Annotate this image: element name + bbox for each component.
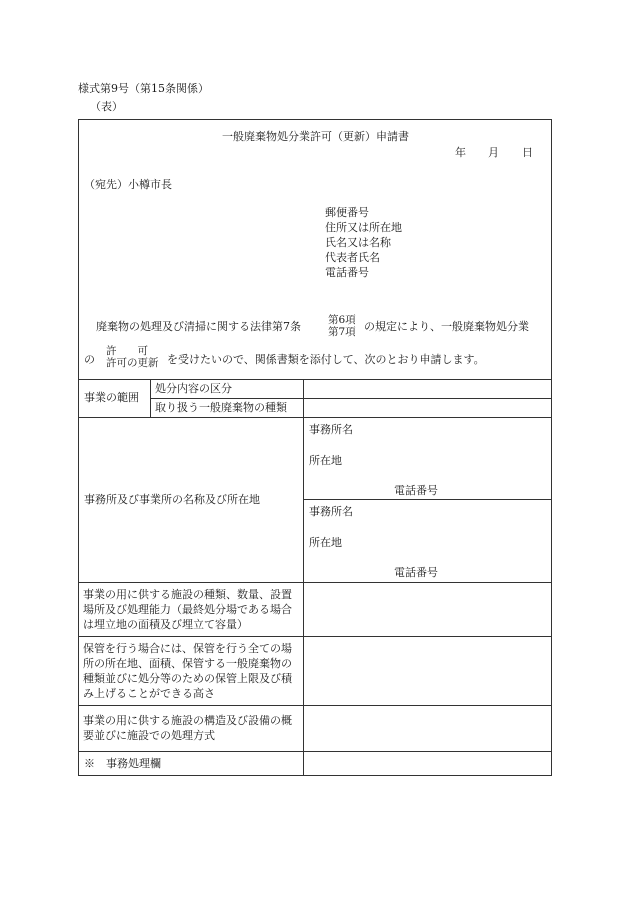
scope-label: 事業の範囲 [84, 391, 139, 404]
office-1-name: 事務所名 [309, 423, 353, 436]
table-rule [78, 636, 552, 637]
statement-line2-prefix: の [84, 353, 95, 366]
form-side: （表） [90, 100, 123, 113]
office-label: 事務所及び事業所の名称及び所在地 [84, 493, 260, 506]
statement-permit-stack [106, 345, 159, 369]
applicant-representative: 代表者氏名 [325, 251, 380, 264]
table-rule [150, 398, 552, 399]
date-year: 年 [455, 146, 466, 159]
office-2-location: 所在地 [309, 536, 342, 549]
facilities-label: 事業の用に供する施設の種類、数量、設置場所及び処理能力（最終処分場である場合は埋立地の面積及び埋立て容量） [83, 588, 292, 631]
applicant-name: 氏名又は名称 [325, 236, 391, 249]
applicant-postal-code: 郵便番号 [325, 206, 369, 219]
form-number: 様式第9号（第15条関係） [78, 82, 209, 95]
table-rule [150, 379, 151, 417]
office-1-location: 所在地 [309, 454, 342, 467]
office-2-phone: 電話番号 [394, 566, 438, 579]
scope-processing-type: 処分内容の区分 [155, 382, 232, 395]
applicant-phone: 電話番号 [325, 266, 369, 279]
office-use-label: ※ 事務処理欄 [84, 757, 161, 770]
statement-clause-a: 第6項 [328, 314, 356, 326]
table-rule [303, 379, 304, 776]
statement-clause-stack [328, 314, 356, 338]
statement-permit-b: 許可の更新 [106, 357, 159, 369]
table-rule [78, 705, 552, 706]
table-rule [78, 751, 552, 752]
table-rule [303, 499, 552, 500]
table-rule [78, 417, 552, 418]
table-rule [78, 582, 552, 583]
statement-suffix: の規定により、一般廃棄物処分業 [364, 320, 529, 333]
applicant-address: 住所又は所在地 [325, 221, 402, 234]
storage-label: 保管を行う場合には、保管を行う全ての場所の所在地、面積、保管する一般廃棄物の種類並びに処分等のための保管上限及び積み上げることができる高さ [83, 642, 292, 700]
addressee: （宛先）小樽市長 [84, 178, 172, 191]
scope-waste-type: 取り扱う一般廃棄物の種類 [155, 401, 287, 414]
office-1-phone: 電話番号 [394, 484, 438, 497]
statement-permit-a: 許 可 [106, 345, 148, 357]
form-title: 一般廃棄物処分業許可（更新）申請書 [222, 130, 409, 143]
statement-clause-b: 第7項 [328, 326, 356, 338]
date-month: 月 [488, 146, 499, 159]
statement-line2-suffix: を受けたいので、関係書類を添付して、次のとおり申請します。 [167, 353, 485, 366]
office-2-name: 事務所名 [309, 505, 353, 518]
date-day: 日 [522, 146, 533, 159]
structure-label: 事業の用に供する施設の構造及び設備の概要並びに施設での処理方式 [83, 714, 292, 742]
statement-prefix: 廃棄物の処理及び清掃に関する法律第7条 [96, 320, 301, 333]
